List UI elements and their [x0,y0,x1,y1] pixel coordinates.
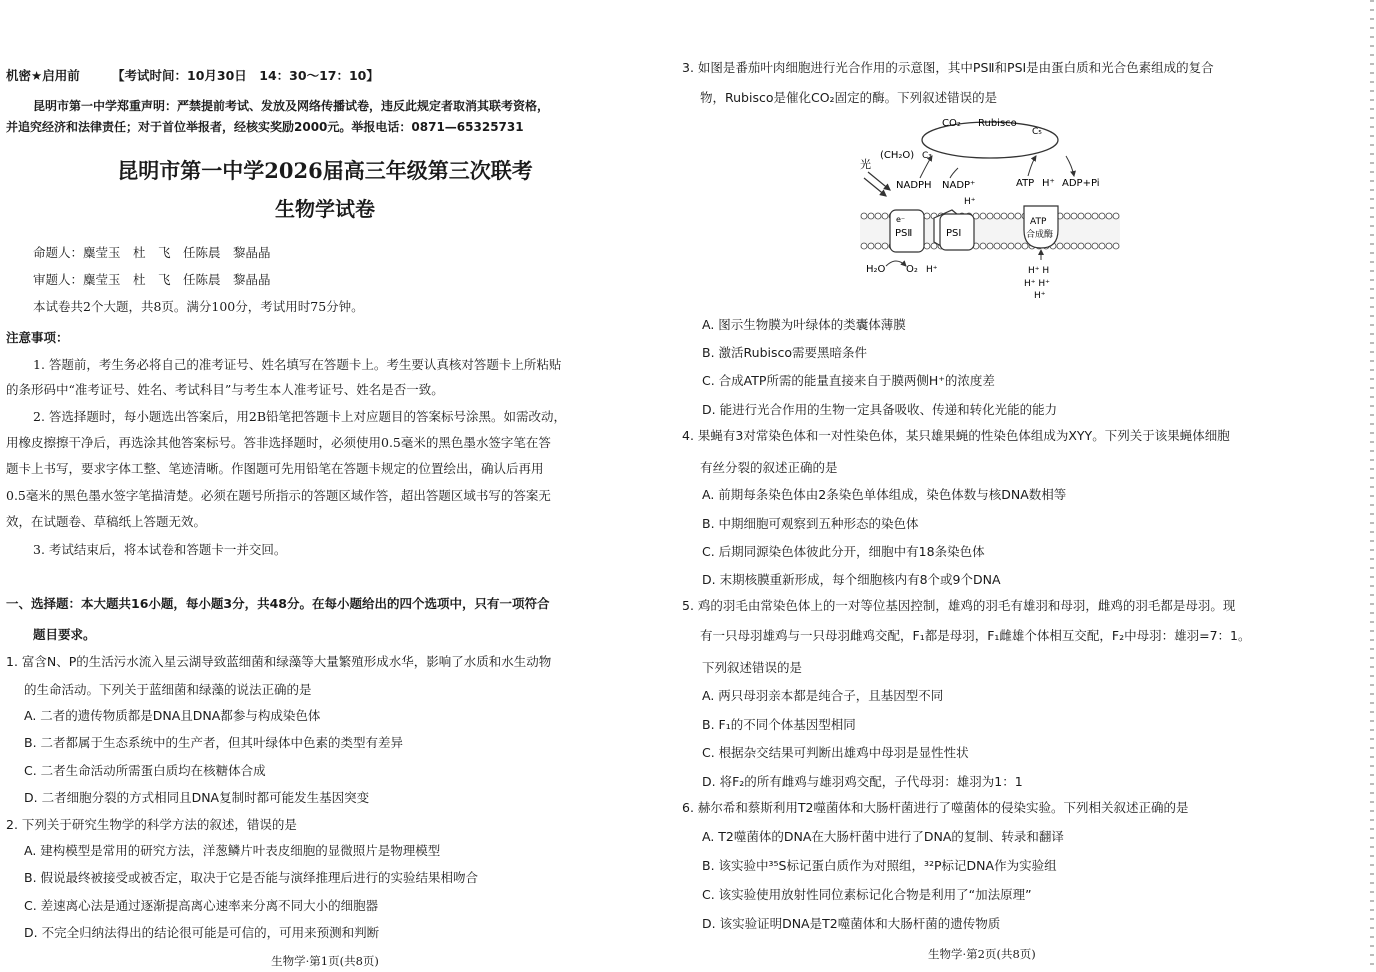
adp-pi-label: ADP+Pi [1062,178,1100,189]
lipid-head [980,243,986,249]
lipid-head [924,213,930,219]
h-plus-label: H⁺ [1042,178,1055,189]
lipid-head [1078,243,1084,249]
atp-arrow [1028,156,1036,176]
note-item: 效，在试题卷、草稿纸上答题无效。 [6,514,207,529]
option-b: B. 假说最终被接受或被否定，取决于它是否能与演绎推理后进行的实验结果相吻合 [24,870,479,885]
lipid-head [1099,213,1105,219]
note-item: 题卡上书写，要求字体工整、笔迹清晰。作图题可先用铅笔在答题卡规定的位置绘出，确认后再用 [6,461,544,476]
question-1-stem: 1. 富含N、P的生活污水流入星云湖导致蓝细菌和绿藻等大量繁殖形成水华，影响了水质和水生动物 [6,654,552,669]
confidential-label: 机密★启用前 [6,68,80,83]
lipid-head [1022,243,1028,249]
lipid-head [1092,243,1098,249]
lumen-h-label: H⁺ H [1028,266,1050,276]
reviewers: 审题人：麋莹玉 杜 飞 任陈晨 黎晶晶 [33,272,271,287]
option-c: C. 后期同源染色体彼此分开，细胞中有18条染色体 [702,544,985,559]
lipid-head [1106,213,1112,219]
lipid-head [994,243,1000,249]
lipid-head [1092,213,1098,219]
option-a: A. 二者的遗传物质都是DNA且DNA都参与构成染色体 [24,708,321,723]
option-d: D. 该实验证明DNA是T2噬菌体和大肠杆菌的遗传物质 [702,916,1001,931]
notes-heading: 注意事项： [6,330,69,345]
option-d: D. 不完全归纳法得出的结论很可能是可信的，可用来预测和判断 [24,925,380,940]
exam-subtitle: 生物学试卷 [275,197,375,221]
atp-synthase-label: ATP [1030,217,1047,227]
lipid-head [875,243,881,249]
note-item: 2. 答选择题时，每小题选出答案后，用2B铅笔把答题卡上对应题目的答案标号涂黑。如需改动， [33,409,567,424]
question-6-stem: 6. 赫尔希和蔡斯利用T2噬菌体和大肠杆菌进行了噬菌体的侵染实验。下列相关叙述正确的是 [682,800,1189,815]
lipid-head [931,243,937,249]
lipid-head [868,213,874,219]
light-arrow [864,178,886,196]
option-d: D. 二者细胞分裂的方式相同且DNA复制时都可能发生基因突变 [24,790,370,805]
lumen-h-label: H⁺ H⁺ [1024,279,1050,289]
lipid-head [882,243,888,249]
ps1-label: PSⅠ [946,228,962,239]
lipid-head [1015,243,1021,249]
co2-label: CO₂ [942,118,961,129]
lipid-head [980,213,986,219]
rubisco-label: Rubisco [978,118,1017,129]
exam-info: 本试卷共2个大题，共8页。满分100分，考试用时75分钟。 [33,299,364,314]
lipid-head [1008,213,1014,219]
lipid-head [1071,213,1077,219]
question-1-stem: 的生命活动。下列关于蓝细菌和绿藻的说法正确的是 [24,682,312,697]
option-c: C. 该实验使用放射性同位素标记化合物是利用了“加法原理” [702,887,1032,902]
exam-page-1 [0,0,650,972]
question-4-stem: 有丝分裂的叙述正确的是 [700,460,838,475]
atp-synthase [1024,206,1058,248]
lipid-head [987,213,993,219]
note-item: 1. 答题前，考生务必将自己的准考证号、姓名填写在答题卡上。考生要认真核对答题卡上所粘贴 [33,357,562,372]
light-arrow [868,172,890,190]
exam-page-2 [670,0,1370,972]
h-plus-label: H⁺ [926,265,938,275]
page-footer: 生物学·第2页(共8页) [928,947,1036,961]
authors: 命题人：麋莹玉 杜 飞 任陈晨 黎晶晶 [33,245,271,260]
lipid-head [861,243,867,249]
option-c: C. 合成ATP所需的能量直接来自于膜两侧H⁺的浓度差 [702,373,995,388]
lipid-head [1085,243,1091,249]
lipid-head [1064,243,1070,249]
lipid-head [1099,243,1105,249]
water-split-arrow [886,261,906,266]
section-heading: 一、选择题：本大题共16小题，每小题3分，共48分。在每小题给出的四个选项中，只有一项符合 [6,596,550,611]
option-a: A. T2噬菌体的DNA在大肠杆菌中进行了DNA的复制、转录和翻译 [702,829,1064,844]
binding-margin [1370,0,1374,972]
option-a: A. 建构模型是常用的研究方法，洋葱鳞片叶表皮细胞的显微照片是物理模型 [24,843,441,858]
lipid-head [1078,213,1084,219]
note-item: 0.5毫米的黑色墨水签字笔描清楚。必须在题号所指示的答题区域作答，超出答题区域书写的答案无 [6,488,551,503]
lipid-head [1113,213,1119,219]
atp-label: ATP [1016,178,1035,189]
note-item: 的条形码中“准考证号、姓名、考试科目”与考生本人准考证号、姓名是否一致。 [6,382,444,397]
option-d: D. 末期核膜重新形成，每个细胞核内有8个或9个DNA [702,572,1001,587]
atp-synthase-label: 合成酶 [1026,230,1054,240]
light-label: 光 [860,158,871,171]
question-3-stem: 3. 如图是番茄叶肉细胞进行光合作用的示意图，其中PSⅡ和PSⅠ是由蛋白质和光合色素组成的复合 [682,60,1214,75]
nadph-label: NADPH [896,180,932,191]
option-b: B. 中期细胞可观察到五种形态的染色体 [702,516,919,531]
adp-arrow [1066,156,1074,176]
lipid-head [1057,243,1063,249]
note-item: 3. 考试结束后，将本试卷和答题卡一并交回。 [33,542,287,557]
ch2o-label: (CH₂O) [880,150,915,161]
lumen-h-label: H⁺ [1034,291,1046,300]
lipid-head [1106,243,1112,249]
lipid-head [987,243,993,249]
lipid-head [1001,213,1007,219]
option-c: C. 根据杂交结果可判断出雄鸡中母羽是显性性状 [702,745,969,760]
ps2-label: PSⅡ [895,228,913,239]
nadp-label: NADP⁺ [942,180,976,191]
lipid-head [1001,243,1007,249]
question-2-stem: 2. 下列关于研究生物学的科学方法的叙述，错误的是 [6,817,297,832]
lipid-head [1008,243,1014,249]
option-a: A. 前期每条染色体由2条染色单体组成，染色体数与核DNA数相等 [702,487,1067,502]
lipid-head [1064,213,1070,219]
option-c: C. 差速离心法是通过逐渐提高离心速率来分离不同大小的细胞器 [24,898,379,913]
option-b: B. 二者都属于生态系统中的生产者，但其叶绿体中色素的类型有差异 [24,735,404,750]
question-5-stem: 有一只母羽雄鸡与一只母羽雌鸡交配，F₁都是母羽，F₁雌雄个体相互交配，F₂中母羽：雄羽=7：1。 [700,628,1251,643]
option-d: D. 将F₂的所有雌鸡与雄羽鸡交配，子代母羽：雄羽为1：1 [702,774,1023,789]
o2-label: O₂ [906,264,918,275]
lipid-head [994,213,1000,219]
question-3-stem: 物，Rubisco是催化CO₂固定的酶。下列叙述错误的是 [700,90,998,105]
section-heading: 题目要求。 [33,627,96,642]
statement-line: 昆明市第一中学郑重声明：严禁提前考试、发放及网络传播试卷，违反此规定者取消其联考资格， [33,99,550,113]
lipid-head [868,243,874,249]
option-d: D. 能进行光合作用的生物一定具备吸收、传递和转化光能的能力 [702,402,1058,417]
nadp-arrow [950,168,958,178]
lipid-head [882,213,888,219]
note-item: 用橡皮擦擦干净后，再选涂其他答案标号。答非选择题时，必须使用0.5毫米的黑色墨水签字笔在答 [6,435,551,450]
question-5-stem: 下列叙述错误的是 [702,660,803,675]
lipid-head [875,213,881,219]
e-minus-label: e⁻ [896,215,906,224]
question-5-stem: 5. 鸡的羽毛由常染色体上的一对等位基因控制，雄鸡的羽毛有雄羽和母羽，雌鸡的羽毛都是母羽。现 [682,598,1236,613]
page-footer: 生物学·第1页(共8页) [271,954,379,968]
h-plus-label: H⁺ [964,197,976,207]
lipid-head [1071,243,1077,249]
lipid-head [1015,213,1021,219]
c5-label: C₅ [1032,127,1042,137]
option-a: A. 图示生物膜为叶绿体的类囊体薄膜 [702,317,906,332]
question-4-stem: 4. 果蝇有3对常染色体和一对性染色体，某只雄果蝇的性染色体组成为XYY。下列关于该果蝇体细胞 [682,428,1230,443]
photosynthesis-diagram [860,110,1160,300]
option-c: C. 二者生命活动所需蛋白质均在核糖体合成 [24,763,266,778]
lipid-head [1113,243,1119,249]
statement-line: 并追究经济和法律责任；对于首位举报者，经核实奖励2000元。举报电话：0871—65325731 [6,120,524,134]
option-b: B. 激活Rubisco需要黑暗条件 [702,345,868,360]
exam-time: 【考试时间：10月30日 14：30～17：10】 [112,68,379,83]
option-b: B. 该实验中³⁵S标记蛋白质作为对照组，³²P标记DNA作为实验组 [702,858,1057,873]
exam-title: 昆明市第一中学2026届高三年级第三次联考 [117,158,533,183]
c3-label: C₃ [922,151,932,161]
lipid-head [1085,213,1091,219]
option-a: A. 两只母羽亲本都是纯合子，且基因型不同 [702,688,944,703]
lipid-head [861,213,867,219]
lipid-head [924,243,930,249]
option-b: B. F₁的不同个体基因型相同 [702,717,856,732]
h2o-label: H₂O [866,264,886,275]
